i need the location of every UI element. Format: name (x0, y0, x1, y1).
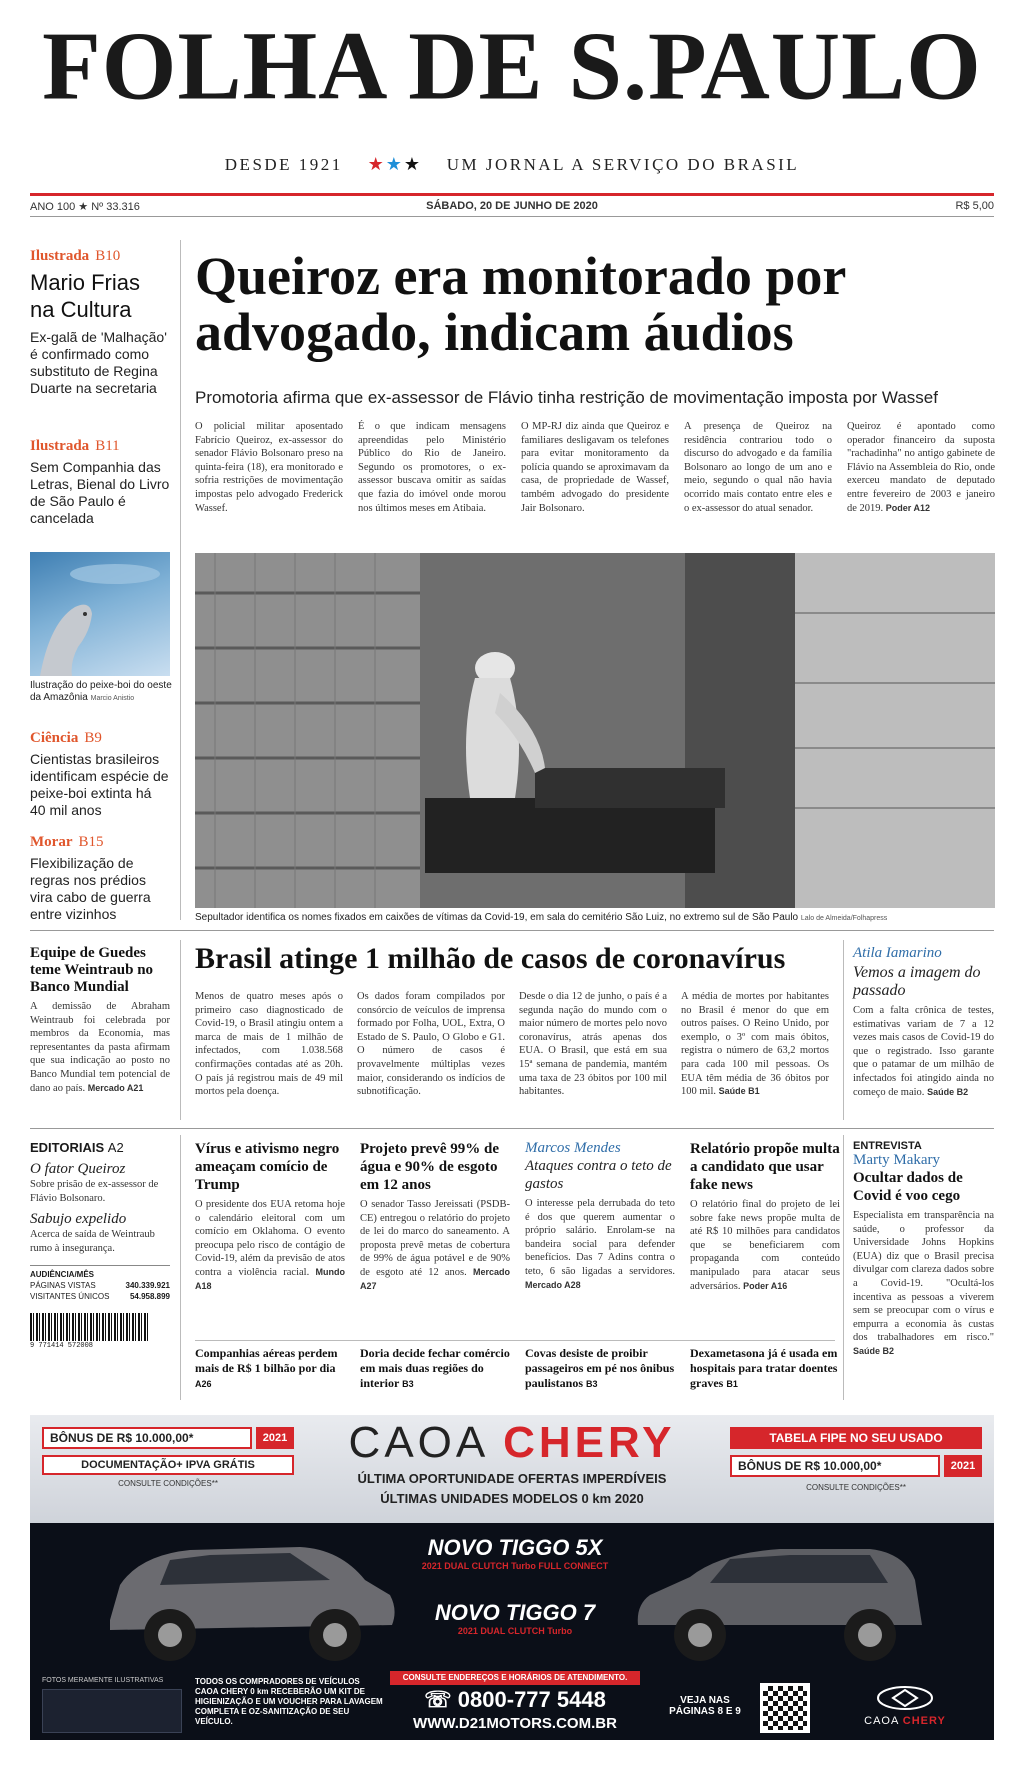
covid-column-2: Os dados foram compilados por consórcio de veículos de imprensa formado por Folha, UOL, Extra, O Estado de S. Paulo, O Globo e G1. O número de casos é provavelmente múltiplas vezes maior, considerando os indícios de subnotificação. (357, 991, 505, 1098)
ad-brand-small (830, 1715, 980, 1727)
story-ref[interactable]: Mundo A18 (195, 1266, 345, 1291)
story-ref[interactable]: Saúde B2 (853, 1345, 895, 1356)
section-rule (30, 930, 994, 931)
covid-column-4 (681, 990, 829, 1099)
chery-logo-icon (875, 1685, 935, 1711)
sidebar-body: Ex-galã de 'Malhação' é confirmado como substituto de Regina Duarte na secretaria (30, 329, 167, 396)
ad-logo-small (830, 1685, 980, 1727)
brief[interactable] (360, 1346, 510, 1392)
editorial-summary: Sobre prisão de ex-assessor de Flávio Bolsonaro. (30, 1179, 159, 1204)
story-body (690, 1198, 840, 1293)
photo-caption (195, 912, 995, 923)
columnist-name: Marcos Mendes (525, 1140, 621, 1156)
brief-ref: B1 (726, 1379, 738, 1389)
lead-column-3: O MP-RJ diz ainda que Queiroz e familiares desligavam os telefones para evitar monitoramento da polícia quando se aproximavam da casa, de propriedade de Wassef, também advogado do presidente Jair Bolsonaro. (521, 421, 669, 514)
brief-text: Companhias aéreas perdem mais de R$ 1 bilhão por dia (195, 1346, 338, 1375)
cemetery-photo-icon (195, 553, 995, 908)
model-name: NOVO TIGGO 7 (434, 1600, 596, 1625)
story-body (30, 1000, 170, 1095)
column-mendes[interactable] (525, 1140, 675, 1292)
since-label: DESDE 1921 (224, 155, 343, 174)
section-label: Ilustrada (30, 248, 90, 264)
lead-column-5 (847, 420, 995, 515)
brand-chery-small: CHERY (902, 1715, 946, 1727)
story-body-text: O relatório final do projeto de lei sobre fake news propõe multa de até R$ 10 milhões para candidatos que se beneficiarem com propaganda com conteúdo manipulado para atacar seus adversários. (690, 1199, 840, 1292)
model-tiggo5x (400, 1535, 630, 1571)
interview-label: ENTREVISTA (853, 1140, 922, 1152)
lead-column-2: É o que indicam mensagens apreendidas pelo Ministério Público do Rio de Janeiro. Segundo os promotores, o ex-assessor buscava omitir as saídas que fazia do imóvel onde morou nos últimos meses em Atibaia. (358, 421, 506, 514)
story-headline: Vírus e ativismo negro ameaçam comício de Trump (195, 1141, 340, 1193)
editorial-summary: Acerca de saída de Weintraub rumo à insegurança. (30, 1229, 155, 1254)
brief-ref: B3 (586, 1379, 598, 1389)
column-divider (180, 1135, 181, 1400)
section-label: Ilustrada (30, 438, 90, 454)
manatee-caption-text: Ilustração do peixe-boi do oeste da Amazônia (30, 680, 172, 703)
brief-text: Covas desiste de proibir passageiros em pé nos ônibus paulistanos (525, 1346, 675, 1390)
interviewee-name: Marty Makary (853, 1152, 941, 1168)
conditions-right: CONSULTE CONDIÇÕES** (806, 1483, 906, 1492)
sidebar-headline: Mario Frias na Cultura (30, 270, 141, 322)
column-tamarino[interactable] (853, 945, 994, 1099)
editorial-title[interactable]: O fator Queiroz (30, 1161, 126, 1177)
manatee-illustration (30, 552, 170, 676)
covid-ref[interactable]: Saúde B1 (718, 1086, 760, 1097)
column-body (853, 1004, 994, 1099)
ad-pages: VEJA NAS PÁGINAS 8 E 9 (669, 1695, 741, 1717)
story-ref[interactable]: Poder A16 (743, 1280, 788, 1291)
story-fake-news[interactable] (690, 1140, 840, 1293)
manatee-icon (30, 552, 170, 676)
masthead-tagline (0, 154, 1024, 175)
manatee-caption (30, 680, 172, 705)
car-right-icon (630, 1525, 930, 1665)
section-label: Morar (30, 834, 73, 850)
ad-phone-number: 0800-777 5448 (457, 1687, 606, 1712)
year-left-badge: 2021 (256, 1427, 294, 1449)
columnist-name: Atila Iamarino (853, 945, 942, 961)
photos-note: FOTOS MERAMENTE ILUSTRATIVAS (42, 1677, 164, 1684)
ad-phone[interactable] (390, 1687, 640, 1713)
manatee-credit: Marcio Anistio (90, 695, 135, 702)
price: R$ 5,00 (955, 200, 994, 212)
model-subtitle: 2021 DUAL CLUTCH Turbo FULL CONNECT (421, 1561, 609, 1571)
audience-row-label: PÁGINAS VISTAS (30, 1281, 96, 1291)
lead-headline[interactable]: Queiroz era monitorado por advogado, indicam áudios (195, 246, 846, 362)
dateline (30, 200, 994, 213)
voucher-text: TODOS OS COMPRADORES DE VEÍCULOS CAOA CHERY 0 km RECEBERÃO UM KIT DE HIGIENIZAÇÃO E UM VOUCHER PARA LAVAGEM COMPLETA E OZ-SANITIZAÇÃO DE SEU VEÍCULO. (195, 1677, 383, 1726)
interview-makary[interactable] (853, 1140, 994, 1359)
hygiene-kit-image (42, 1689, 182, 1733)
bonus-right-badge: BÔNUS DE R$ 10.000,00* (730, 1455, 940, 1477)
lead-column-4: A presença de Queiroz na residência contrariou todo o discurso do advogado e da família Bolsonaro ao longo de um ano e meio, segundo o qual não havia ocorrido mais contato entre eles e o ex-assessor do atual senador. (684, 421, 832, 514)
story-body-text: O interesse pela derrubada do teto é dos que querem aumentar o próprio salário. Enrolam-se na bandeira social para defender benefícios. Das 7 Adins contra o teto, 6 são ligadas a servidores. (525, 1198, 675, 1277)
covid-column-1: Menos de quatro meses após o primeiro caso diagnosticado de Covid-19, o Brasil atingiu ontem a marca de mais de 1 milhão de infectados, com 1.038.568 confirmações contadas até as 20h. O país já registrou mais de 49 mil mortos pela doença. (195, 991, 343, 1098)
conditions-left: CONSULTE CONDIÇÕES** (118, 1479, 218, 1488)
editorials-page: A2 (107, 1140, 124, 1155)
editorial-title[interactable]: Sabujo expelido (30, 1211, 127, 1228)
model-tiggo7 (400, 1600, 630, 1636)
audience-row-label: VISITANTES ÚNICOS (30, 1292, 110, 1302)
model-subtitle: 2021 DUAL CLUTCH Turbo (457, 1626, 573, 1636)
audience-row-value: 54.958.899 (129, 1292, 170, 1302)
story-ref[interactable]: Mercado A28 (525, 1279, 581, 1290)
lead-column-1: O policial militar aposentado Fabrício Queiroz, ex-assessor do senador Flávio Bolsonaro preso na quinta-feira (18), era monitorado e sofria restrições de movimentação impostas pelo advogado Frederick Wassef. (195, 421, 343, 514)
qr-code-icon[interactable] (760, 1683, 810, 1733)
story-body-text: Especialista em transparência na saúde, o professor da Universidade Johns Hopkins (EUA) diz que o Brasil precisa divulgar com clareza dados sobre a Covid-19. "Ocultá-los incentiva as pessoas a viverem sem se preocupar com o vírus e empurra a economia às custas dos trabalhadores em risco." (853, 1210, 994, 1344)
sidebar-item[interactable] (30, 248, 170, 397)
brand-chery: CHERY (503, 1418, 676, 1467)
ad-line-1: ÚLTIMA OPORTUNIDADE OFERTAS IMPERDÍVEIS (357, 1471, 667, 1486)
column-divider (843, 1135, 844, 1400)
barcode-number: 9 771414 572008 (30, 1342, 94, 1351)
column-divider (843, 940, 844, 1120)
lead-ref[interactable]: Poder A12 (885, 502, 930, 513)
lead-photo (195, 553, 995, 908)
story-body-text: O senador Tasso Jereissati (PSDB-CE) entregou o relatório do projeto de lei do marco do saneamento. A proposta prevê metas de cobertura de 99% de água potável e de 90% de esgoto até 12 anos. (360, 1199, 510, 1278)
ad-website[interactable]: WWW.D21MOTORS.COM.BR (413, 1715, 617, 1732)
photo-caption-text: Sepultador identifica os nomes fixados em caixões de vítimas da Covid-19, em sala do cemitério São Luiz, no extremo sul de São Paulo (195, 912, 799, 923)
story-trump[interactable] (195, 1140, 345, 1293)
three-stars-icon: ★★★ (367, 154, 422, 174)
column-title: Ataques contra o teto de gastos (525, 1158, 672, 1192)
story-headline: Projeto prevê 99% de água e 90% de esgoto em 12 anos (360, 1141, 499, 1193)
lead-column-5-text: Queiroz é apontado como operador financeiro da suposta "rachadinha" no antigo gabinete de Flávio na Assembleia do Rio, onde exerceu mandato de deputado entre fevereiro de 2003 e janeiro de 2019. (847, 421, 995, 514)
editorials-label: EDITORIAIS (30, 1140, 105, 1155)
page-ref: B15 (78, 834, 104, 850)
column-divider (180, 240, 181, 920)
phone-icon: ☏ (424, 1687, 452, 1712)
editorials-box (30, 1140, 170, 1350)
story-ref[interactable]: Mercado A21 (87, 1082, 144, 1093)
story-body-text: A demissão de Abraham Weintraub foi celebrada por membros da Economia, mas representantes da pasta afirmam que sua indicação ao posto no Banco Mundial tem potencial de dano ao país. (30, 1001, 170, 1094)
sidebar-item[interactable] (30, 438, 170, 527)
story-headline: Equipe de Guedes teme Weintraub no Banco Mundial (30, 945, 154, 995)
audience-label: AUDIÊNCIA/MÊS (30, 1265, 170, 1279)
advertisement[interactable] (30, 1415, 994, 1740)
lead-columns (195, 420, 995, 550)
motto-label: UM JORNAL A SERVIÇO DO BRASIL (446, 155, 800, 174)
sidebar-body: Flexibilização de regras nos prédios vira cabo de guerra entre vizinhos (30, 855, 151, 922)
lead-deck: Promotoria afirma que ex-assessor de Flávio tinha restrição de movimentação imposta por Wassef (195, 388, 938, 407)
model-name: NOVO TIGGO 5X (427, 1535, 603, 1560)
story-body (360, 1198, 510, 1293)
sidebar-item[interactable] (30, 730, 170, 819)
stores-note: CONSULTE ENDEREÇOS E HORÁRIOS DE ATENDIMENTO. (390, 1671, 640, 1685)
story-body (195, 1198, 345, 1293)
story-body (853, 1209, 994, 1359)
column-ref[interactable]: Saúde B2 (927, 1086, 969, 1097)
story-headline: Relatório propõe multa a candidato que usar fake news (690, 1141, 840, 1193)
covid-column-3: Desde o dia 12 de junho, o país é a segunda nação do mundo com o maior número de mortes pelo novo coronavírus, atrás apenas dos EUA. O Brasil, que está em sua 15ª semana de pandemia, mantém uma taxa de 23 óbitos por 100 mil habitantes. (519, 991, 667, 1098)
audience-row (30, 1281, 170, 1290)
masthead-rule (30, 193, 994, 196)
story-body (525, 1197, 675, 1292)
column-body-text: Com a falta crônica de testes, estimativas variam de 7 a 12 vezes mais casos de Covid-19 do que o registrado. Isso garante que o patamar de um milhão de infectados foi atingido ainda no começo de maio. (853, 1005, 994, 1098)
brief[interactable] (690, 1346, 840, 1392)
covid-headline[interactable]: Brasil atinge 1 milhão de casos de coronavírus (195, 942, 786, 975)
brief[interactable] (525, 1346, 675, 1392)
page-ref: B10 (95, 248, 121, 264)
audience-row (30, 1292, 170, 1301)
sidebar-body: Sem Companhia das Letras, Bienal do Livro de São Paulo é cancelada (30, 459, 170, 526)
story-body-text: O presidente dos EUA retoma hoje o calendário eleitoral com um comício em Oklahoma. O evento preocupa pelo risco de contágio de Covid-19, além da previsão de atos contra a violência racial. (195, 1199, 345, 1278)
bonus-left-badge: BÔNUS DE R$ 10.000,00* (42, 1427, 252, 1449)
page-ref: B11 (95, 438, 120, 454)
column-divider (180, 940, 181, 1120)
brand-logo (305, 1419, 719, 1467)
section-rule (30, 1128, 994, 1129)
covid-column-4-text: A média de mortes por habitantes no Brasil é menor do que em outros países. O Reino Unido, por exemplo, o 3º com mais óbitos, registra o número de 63,2 mortos para cada 100 mil pessoas. Os EUA têm média de 36 óbitos por 100 mil. (681, 991, 829, 1098)
car-left-icon (100, 1525, 400, 1665)
brief[interactable] (195, 1346, 345, 1392)
brief-text: Doria decide fechar comércio em mais duas regiões do interior (360, 1346, 510, 1390)
briefs-rule (195, 1340, 835, 1341)
sidebar-body: Cientistas brasileiros identificam espécie de peixe-boi extinta há 40 mil anos (30, 751, 169, 818)
brand-caoa-small: CAOA (864, 1715, 899, 1727)
fipe-badge: TABELA FIPE NO SEU USADO (730, 1427, 982, 1449)
ad-header-content (30, 1415, 994, 1523)
edition-date: SÁBADO, 20 DE JUNHO DE 2020 (426, 200, 598, 212)
story-saneamento[interactable] (360, 1140, 510, 1293)
brand-caoa: CAOA (348, 1418, 487, 1467)
masthead-title: FOLHA DE S.PAULO (42, 10, 982, 121)
story-guedes[interactable] (30, 945, 170, 1095)
barcode (30, 1313, 150, 1341)
dateline-rule (30, 216, 994, 217)
editorials-header (30, 1140, 170, 1155)
story-ref[interactable]: Mercado A27 (360, 1266, 511, 1291)
photo-credit: Lalo de Almeida/Folhapress (800, 915, 888, 922)
ad-line-2: ÚLTIMAS UNIDADES MODELOS 0 km 2020 (380, 1491, 644, 1506)
year-right-badge: 2021 (944, 1455, 982, 1477)
brief-text: Dexametasona já é usada em hospitais para tratar doentes graves (690, 1346, 838, 1390)
audience-row-value: 340.339.921 (125, 1281, 170, 1291)
page-ref: B9 (84, 730, 102, 746)
column-title: Vemos a imagem do passado (853, 964, 981, 999)
section-label: Ciência (30, 730, 79, 746)
story-headline: Ocultar dados de Covid é voo cego (853, 1170, 963, 1204)
brief-ref: A26 (195, 1379, 212, 1389)
brief-ref: B3 (402, 1379, 414, 1389)
docs-badge: DOCUMENTAÇÃO+ IPVA GRÁTIS (42, 1455, 294, 1475)
edition-number: ANO 100 ★ Nº 33.316 (30, 201, 140, 213)
sidebar-item[interactable] (30, 834, 170, 923)
